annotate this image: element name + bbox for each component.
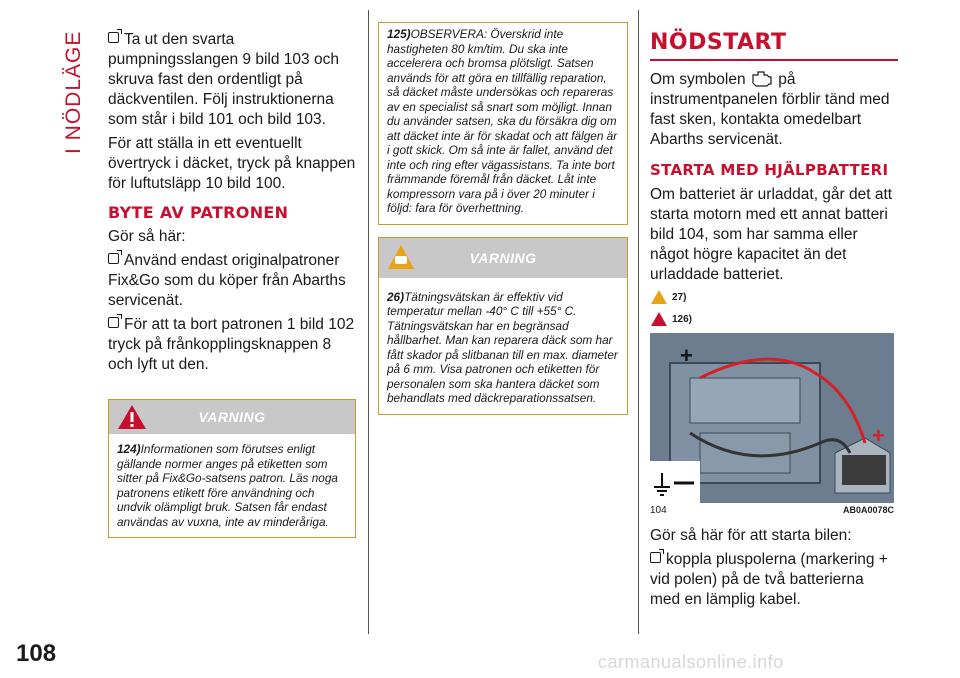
column-1 (108, 30, 356, 538)
paragraph: För att ställa in ett eventuellt övertryck i däcket, tryck på knappen för luftutsläpp 10 bild 100. (108, 135, 356, 192)
warning-ref: 126) (650, 311, 898, 327)
warning-header (109, 400, 355, 434)
bullet-item: Använd endast originalpatroner Fix&Go som du köper från Abarths servicenät. (108, 252, 346, 309)
paragraph: Gör så här för att starta bilen: (650, 527, 852, 544)
paragraph: Gör så här: (108, 228, 186, 245)
warning-triangle-icon (650, 311, 668, 327)
heading-rule (650, 59, 898, 61)
note-box: 125)OBSERVERA: Överskrid inte hastigheten 80 km/tim. Du ska inte accelerera och bromsa plötsligt. Satsen används för att göra en tillfällig reparation, så däcket måste undersökas och repareras av en specialist så snart som möjligt. Innan du använder satsen, ska du försäkra dig om att däcket inte är för skadat och att fälgen är i gott skick. Om så inte är fallet, använd det inte och ring efter vägassistans. Ta inte bort främmande föremål från däcket. Låt inte kompressorn vara på i över 20 minuter i följd: fara för överhettning. (378, 22, 628, 225)
warning-box (108, 399, 356, 538)
watermark: carmanualsonline.info (598, 652, 784, 672)
section-heading: NÖDSTART (650, 30, 787, 55)
figure-number: 104 (650, 505, 667, 516)
column-2 (378, 22, 628, 415)
section-tab-label: I NÖDLÄGE (62, 30, 85, 154)
warning-triangle-icon (650, 289, 668, 305)
figure-code: AB0A0078C (842, 505, 894, 515)
paragraph: Ta ut den svarta pumpningsslangen 9 bild 103 och skruva fast den ordentligt på däckventilen. Följ instruktionerna som står i bild 101 och bild 103. (108, 31, 339, 128)
warning-text: 26)Tätningsvätskan är effektiv vid temperatur mellan -40° C till +55° C. Tätningsvätskan har en begränsad hållbarhet. Man kan reparera däck som har fått skador på slitbanan till en max. diameter på 6 mm. Visa patronen och etiketten för personalen som ska hantera däcket som behandlats med däckreparationssatsen. (387, 289, 618, 405)
checkbox-bullet-icon (108, 32, 119, 43)
jump-start-illustration (650, 333, 894, 503)
checkbox-bullet-icon (108, 317, 119, 328)
warning-title: VARNING (469, 249, 537, 266)
warning-text: 124)Informationen som förutses enligt gällande normer anges på etiketten som sitter på Fix&Go-satsens patron. Läs noga patronens etikett före användning och undvik olämpligt bruk. Satsen får endast användas av vuxna, inte av minderåriga. (117, 442, 338, 529)
column-3 (650, 30, 898, 614)
engine-warning-icon (750, 69, 774, 87)
figure-caption (650, 505, 894, 516)
warning-title: VARNING (198, 409, 266, 425)
column-divider (638, 10, 639, 634)
sub-heading: STARTA MED HJÄLPBATTERI (650, 161, 889, 179)
page-number: 108 (16, 640, 57, 667)
section-tab (54, 28, 84, 158)
warning-ref: 27) (650, 289, 898, 305)
paragraph: Om symbolen på instrumentpanelen förblir tänd med fast sken, kontakta omedelbart Abarths servicenät. (650, 71, 890, 148)
checkbox-bullet-icon (108, 253, 119, 264)
section-heading: BYTE AV PATRONEN (108, 203, 289, 222)
warning-box (378, 237, 628, 415)
column-divider (368, 10, 369, 634)
bullet-item: koppla pluspolerna (markering + vid polen) på de två batterierna med en lämplig kabel. (650, 551, 888, 608)
checkbox-bullet-icon (650, 552, 661, 563)
svg-text:+: + (872, 423, 885, 448)
paragraph: Om batteriet är urladdat, går det att starta motorn med ett annat batteri bild 104, som har samma eller något högre kapacitet än det urladdade batteriet. (650, 186, 893, 283)
bullet-item: För att ta bort patronen 1 bild 102 tryck på frånkopplingsknappen 8 och lyft ut den. (108, 316, 355, 373)
battery-figure (650, 333, 894, 503)
svg-text:+: + (680, 343, 693, 368)
warning-header (379, 238, 627, 278)
